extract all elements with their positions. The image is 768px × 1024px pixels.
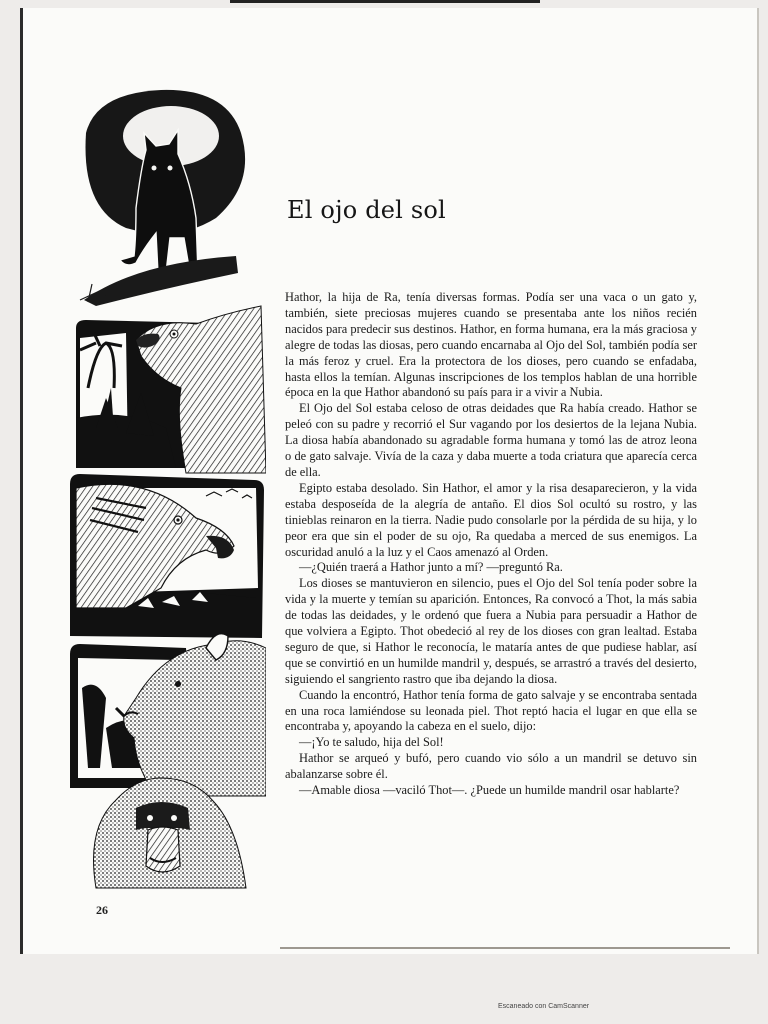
dialogue-line: —¿Quién traerá a Hathor junto a mí? —preguntó Ra.: [299, 560, 563, 575]
rodent-illustration: [70, 634, 266, 796]
page-number: 26: [96, 903, 108, 917]
page-title: El ojo del sol: [287, 196, 446, 224]
vulture-illustration: [76, 306, 266, 473]
paragraph: Hathor se arqueó y bufó, pero cuando vio sólo a un mandril se detuvo sin abalanzarse sobre él.: [285, 751, 697, 782]
eagle-illustration: [70, 474, 264, 638]
paragraph: Los dioses se mantuvieron en silencio, pues el Ojo del Sol tenía poder sobre la vida y la muerte y temían su aparición. Entonces, Ra convocó a Thot, la más sabia de todas las deidades, y le ordenó que fuera a Nubia para persuadir a Hathor de que volviera a Egipto. Thot obedeció al rey de los dioses con gran lealtad. Estaba seguro de que, si Hathor le reconocía, le mataría antes de que pudiese hablar, así que se convirtió en un humilde mandril y, después, se arrastró a través del desierto, siguiendo el sangriento rastro que iba dejando la diosa.: [285, 576, 697, 686]
paragraph: Hathor, la hija de Ra, tenía diversas formas. Podía ser una vaca o un gato y, también, siete preciosas mujeres cuando se presentaba ante los niños recién nacidos para predecir sus destinos. Hathor, en forma humana, era la más graciosa y alegre de todas las diosas, pero cuando encarnaba al Ojo del Sol, también podía ser la más feroz y cruel. Era la protectora de los dioses, pero cuando se enfadaba, hasta ellos la temían. Algunas inscripciones de los templos hablan de una horrible época en la que Hathor abandonó su país para ir a vivir a Nubia.: [285, 290, 697, 400]
scanner-watermark: Escaneado con CamScanner: [498, 1003, 590, 1010]
paragraph: Egipto estaba desolado. Sin Hathor, el amor y la risa desaparecieron, y la vida estaba desposeída de la alegría de antaño. El dios Sol ocultó su rostro, y las tinieblas reinaron en la tierra. Nadie pudo consolarle por la pérdida de su hija, y lo peor era que sin el poder de su ojo, Ra quedaba a merced de sus enemigos. La oscuridad anuló a la luz y el Caos amenazó al Orden.: [285, 480, 697, 559]
page-top-edge: [230, 0, 540, 3]
dialogue-line: —Amable diosa —vaciló Thot—. ¿Puede un humilde mandril osar hablarte?: [299, 783, 680, 798]
paragraph: Cuando la encontró, Hathor tenía forma de gato salvaje y se encontraba sentada en una roca lamiéndose su leonada piel. Thot reptó hacia el lugar en que ella se encontraba y, apoyando la cabeza en el suelo, dijo:: [285, 687, 697, 734]
story-text: [285, 290, 697, 799]
dialogue-line: —¡Yo te saludo, hija del Sol!: [299, 735, 444, 750]
illustration-strip: [66, 88, 266, 894]
wildcat-illustration: [80, 90, 245, 306]
paragraph: El Ojo del Sol estaba celoso de otras deidades que Ra había creado. Hathor se peleó con su padre y recorrió el Sur vagando por los desiertos de la lejana Nubia. La diosa había abandonado su agradable forma humana y tomó las de atroz leona o de gato salvaje. Vivía de la caza y daba muerte a toda criatura que aparecía cerca de ella.: [285, 401, 697, 479]
page-bottom-edge: [280, 947, 730, 949]
